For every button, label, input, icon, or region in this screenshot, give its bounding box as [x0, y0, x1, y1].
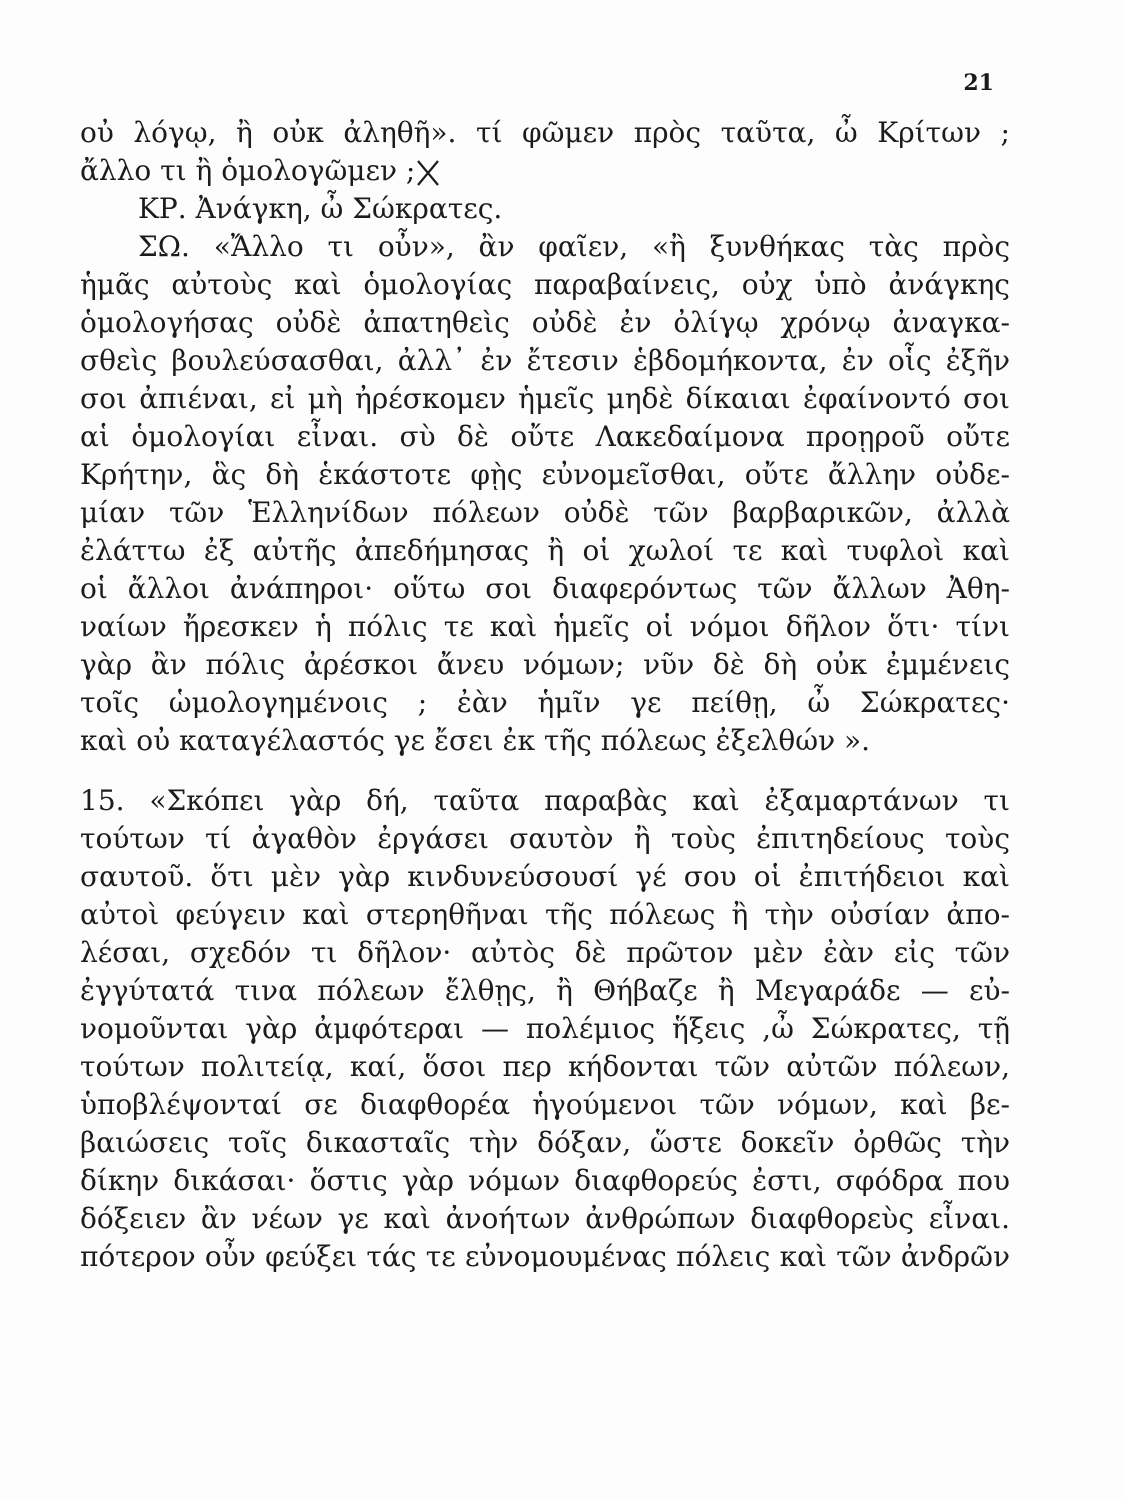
- text-line: αὐτοὶ φεύγειν καὶ στερηθῆναι τῆς πόλεως ἢ τὴν οὐσίαν ἀπο-: [80, 898, 1010, 931]
- text-line: ἄλλο τι ἢ ὁμολογῶμεν ;: [80, 154, 416, 187]
- text-line: ὑποβλέψονταί σε διαφθορέα ἡγούμενοι τῶν νόμων, καὶ βε-: [80, 1088, 1010, 1121]
- text-line: σαυτοῦ. ὅτι μὲν γὰρ κινδυνεύσουσί γέ σου οἱ ἐπιτήδειοι καὶ: [80, 860, 1010, 893]
- page-number: 21: [963, 70, 994, 96]
- text-line: ἐγγύτατά τινα πόλεων ἔλθῃς, ἢ Θήβαζε ἢ Μεγαράδε — εὐ-: [80, 974, 1010, 1007]
- text-line: γὰρ ἂν πόλις ἀρέσκοι ἄνευ νόμων; νῦν δὲ δὴ οὐκ ἐμμένεις: [80, 648, 1010, 681]
- text-line: ΣΩ. «Ἄλλο τι οὖν», ἂν φαῖεν, «ἢ ξυνθήκας τὰς πρὸς: [138, 230, 1010, 263]
- text-line: σοι ἀπιέναι, εἰ μὴ ἠρέσκομεν ἡμεῖς μηδὲ δίκαιαι ἐφαίνοντό σοι: [80, 382, 1010, 415]
- text-line: ἡμᾶς αὐτοὺς καὶ ὁμολογίας παραβαίνεις, οὐχ ὑπὸ ἀνάγκης: [80, 268, 1010, 301]
- text-line: ἐλάττω ἐξ αὐτῆς ἀπεδήμησας ἢ οἱ χωλοί τε καὶ τυφλοὶ καὶ: [80, 534, 1010, 567]
- text-line: ναίων ἤρεσκεν ἡ πόλις τε καὶ ἡμεῖς οἱ νόμοι δῆλον ὅτι· τίνι: [80, 610, 1010, 643]
- text-line: δίκην δικάσαι· ὅστις γὰρ νόμων διαφθορεύς ἐστι, σφόδρα που: [80, 1164, 1010, 1197]
- text-line: λέσαι, σχεδόν τι δῆλον· αὐτὸς δὲ πρῶτον μὲν ἐὰν εἰς τῶν: [80, 936, 1010, 969]
- text-line: πότερον οὖν φεύξει τάς τε εὐνομουμένας πόλεις καὶ τῶν ἀνδρῶν: [80, 1240, 1010, 1273]
- text-line: καὶ οὐ καταγέλαστός γε ἔσει ἐκ τῆς πόλεως ἐξελθών ».: [80, 724, 871, 757]
- text-line: τούτων τί ἀγαθὸν ἐργάσει σαυτὸν ἢ τοὺς ἐπιτηδείους τοὺς: [80, 822, 1010, 855]
- text-line: ὁμολογήσας οὐδὲ ἀπατηθεὶς οὐδὲ ἐν ὀλίγῳ χρόνῳ ἀναγκα-: [80, 306, 1010, 339]
- text-line: βαιώσεις τοῖς δικασταῖς τὴν δόξαν, ὥστε δοκεῖν ὀρθῶς τὴν: [80, 1126, 1010, 1159]
- text-line: ΚΡ. Ἀνάγκη, ὦ Σώκρατες.: [138, 192, 503, 225]
- paragraph-gap: [80, 760, 1010, 782]
- text-line: τούτων πολιτείᾳ, καί, ὅσοι περ κήδονται τῶν αὐτῶν πόλεων,: [80, 1050, 1010, 1083]
- text-line-with-mark: [80, 152, 1010, 190]
- text-line: οὐ λόγῳ, ἢ οὐκ ἀληθῆ». τί φῶμεν πρὸς ταῦτα, ὦ Κρίτων ;: [80, 116, 1010, 149]
- text-line: νομοῦνται γὰρ ἀμφότεραι — πολέμιος ἥξεις ,ὦ Σώκρατες, τῇ: [80, 1012, 1010, 1045]
- text-line: δόξειεν ἂν νέων γε καὶ ἀνοήτων ἀνθρώπων διαφθορεὺς εἶναι.: [80, 1202, 1010, 1235]
- x-mark-icon: [415, 158, 441, 188]
- text-line: 15. «Σκόπει γὰρ δή, ταῦτα παραβὰς καὶ ἐξαμαρτάνων τι: [80, 784, 1010, 817]
- text-line: τοῖς ὡμολογημένοις ; ἐὰν ἡμῖν γε πείθῃ, ὦ Σώκρατες·: [80, 686, 1010, 719]
- text-line: μίαν τῶν Ἑλληνίδων πόλεων οὐδὲ τῶν βαρβαρικῶν, ἀλλὰ: [80, 496, 1010, 529]
- text-line: αἱ ὁμολογίαι εἶναι. σὺ δὲ οὔτε Λακεδαίμονα προῃροῦ οὔτε: [80, 420, 1010, 453]
- text-line: Κρήτην, ἃς δὴ ἑκάστοτε φῂς εὐνομεῖσθαι, οὔτε ἄλλην οὐδε-: [80, 458, 1010, 491]
- page-body: [80, 114, 1010, 1276]
- text-line: οἱ ἄλλοι ἀνάπηροι· οὕτω σοι διαφερόντως τῶν ἄλλων Ἀθη-: [80, 572, 1010, 605]
- text-line: σθεὶς βουλεύσασθαι, ἀλλ᾽ ἐν ἔτεσιν ἑβδομήκοντα, ἐν οἷς ἐξῆν: [80, 344, 1010, 377]
